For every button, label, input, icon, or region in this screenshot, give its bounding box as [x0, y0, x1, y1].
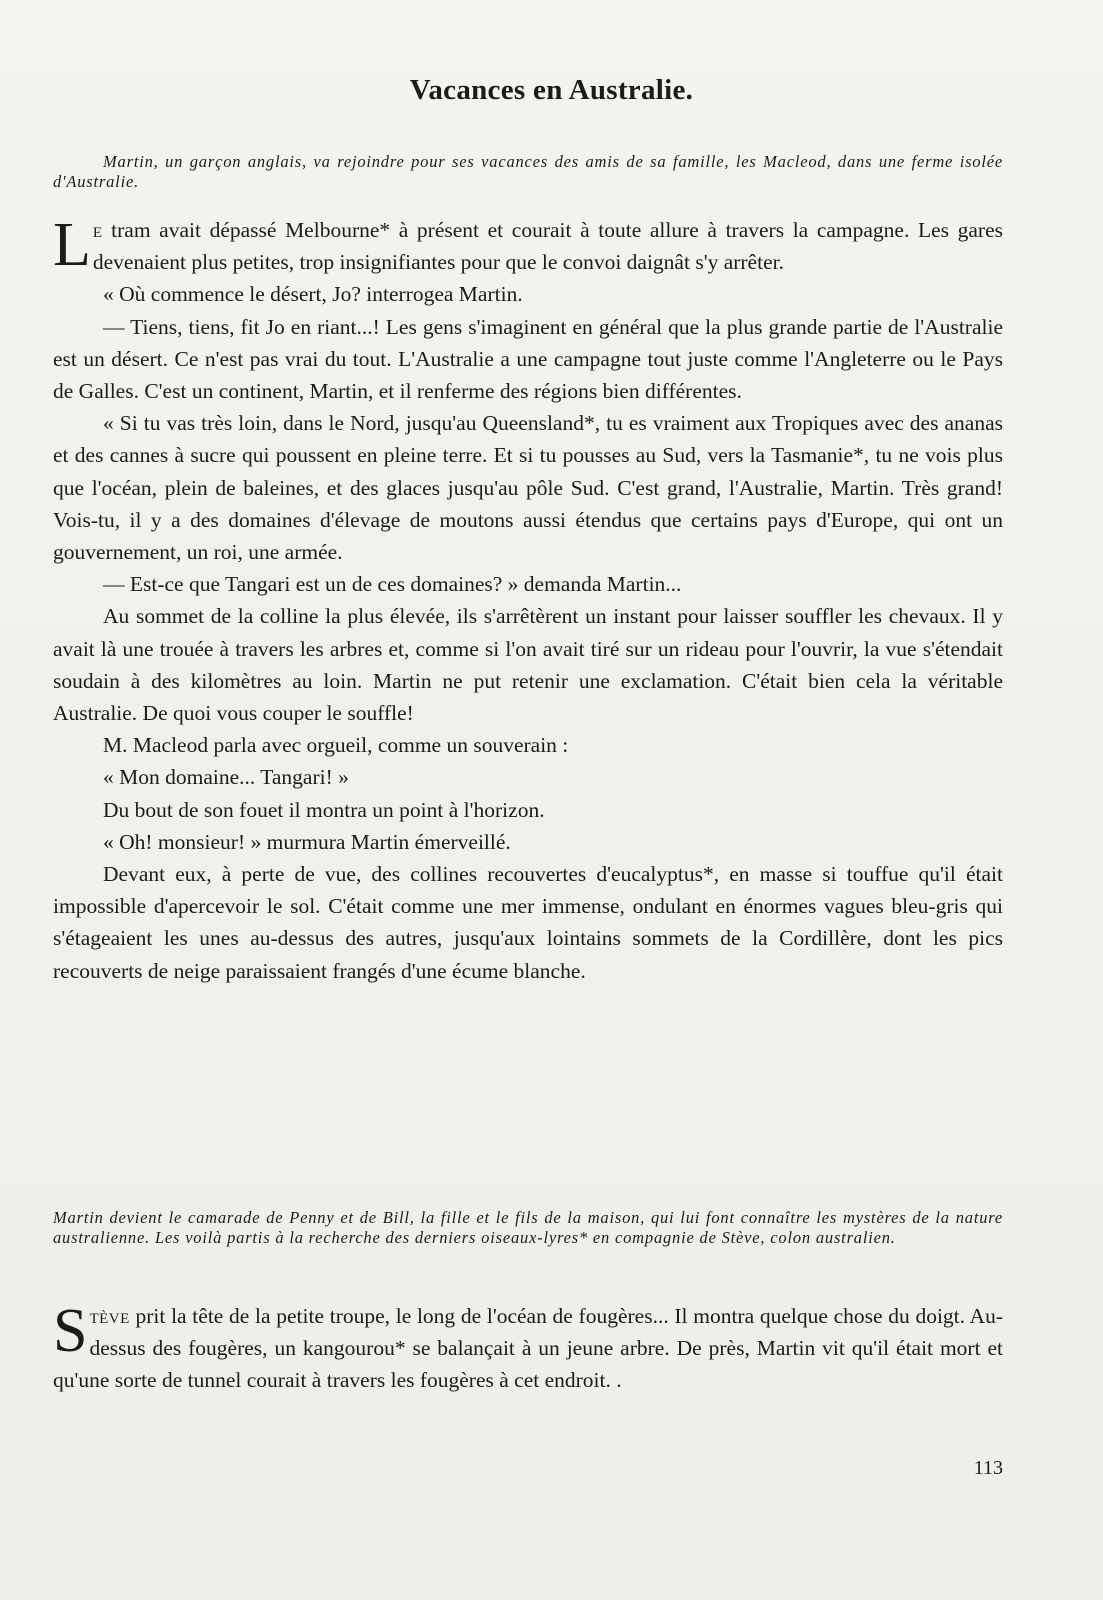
paragraph: « Si tu vas très loin, dans le Nord, jusqu'au Queensland*, tu es vraiment aux Tropiques avec des ananas et des cannes à sucre qui poussent en pleine terre. Et si tu pousses au Sud, vers la Tasmanie*, tu ne vois plus que l'océan, plein de baleines, et des glaces jusqu'au pôle Sud. C'est grand, l'Australie, Martin. Très grand! Vois-tu, il y a des domaines d'élevage de moutons aussi étendus que certains pays d'Europe, qui ont un gouvernement, un roi, une armée. — [53, 411, 1003, 565]
small-caps-lead: tève — [89, 1304, 130, 1328]
paragraph: Du bout de son fouet il montra un point à l'horizon. — [103, 797, 545, 822]
paragraph: « Mon domaine... Tangari! » — [103, 765, 349, 790]
paragraph: M. Macleod parla avec orgueil, comme un souverain : — [103, 733, 569, 758]
page-title: Vacances en Australie. — [409, 74, 694, 106]
paragraph: Au sommet de la colline la plus élevée, ils s'arrêtèrent un instant pour laisser souffler les chevaux. Il y avait là une trouée à travers les arbres et, comme si l'on avait tiré sur un rideau pour l'ouvrir, la vue s'étendait soudain à des kilomètres au loin. Martin ne put retenir une exclamation. C'était bien cela la véritable Australie. De quoi vous couper le souffle! — [53, 604, 1003, 726]
intro-summary-2: Martin devient le camarade de Penny et de Bill, la fille et le fils de la maison, qui lui font connaître les mystères de la nature australienne. Les voilà partis à la recherche des derniers oiseaux-lyres* en compagnie de Stève, colon australien. — [53, 1208, 1003, 1247]
drop-cap: S — [53, 1297, 88, 1365]
page-number: 113 — [973, 1457, 1003, 1479]
intro-summary-1: Martin, un garçon anglais, va rejoindre pour ses vacances des amis de sa famille, les Macleod, dans une ferme isolée d'Australie. — [53, 152, 1003, 191]
small-caps-lead: e — [92, 218, 103, 242]
paragraph: — Tiens, tiens, fit Jo en riant...! Les gens s'imaginent en général que la plus grande partie de l'Australie est un désert. Ce n'est pas vrai du tout. L'Australie a une campagne tout juste comme l'Angleterre ou le Pays de Galles. C'est un continent, Martin, et il renferme des régions bien différentes. — [53, 314, 1003, 404]
paragraph: « Oh! monsieur! » murmura Martin émerveillé. — [103, 829, 511, 854]
paragraph-text: prit la tête de la petite troupe, le long de l'océan de fougères... Il montra quelque chose du doigt. Au-dessus des fougères, un kangourou* se balançait à un jeune arbre. De près, Martin vit qu'il était mort et qu'une sorte de tunnel courait à travers les fougères à cet endroit. . — [53, 1304, 1003, 1393]
paragraph: « Où commence le désert, Jo? interrogea Martin. — [103, 282, 523, 307]
paragraph: — Est-ce que Tangari est un de ces domaines? » demanda Martin... — [103, 572, 682, 597]
drop-cap: L — [53, 211, 91, 279]
opening-paragraph — [53, 211, 1003, 279]
story-section-2 — [53, 1297, 1003, 1397]
paragraph: Devant eux, à perte de vue, des collines recouvertes d'eucalyptus*, en masse si touffue qu'il était impossible d'apercevoir le sol. C'était comme une mer immense, ondulant en énormes vagues bleu-gris qui s'étageaient les unes au-dessus des autres, jusqu'aux lointains sommets de la Cordillère, dont les pics recouverts de neige paraissaient frangés d'une écume blanche. — [53, 862, 1003, 983]
opening-paragraph — [53, 1297, 1003, 1397]
paragraph-text: tram avait dépassé Melbourne* à présent et courait à toute allure à travers la campagne. Les gares devenaient plus petites, trop insignifiantes pour que le convoi daignât s'y arrêter. — [92, 218, 1003, 275]
story-section-1 — [53, 211, 1003, 987]
